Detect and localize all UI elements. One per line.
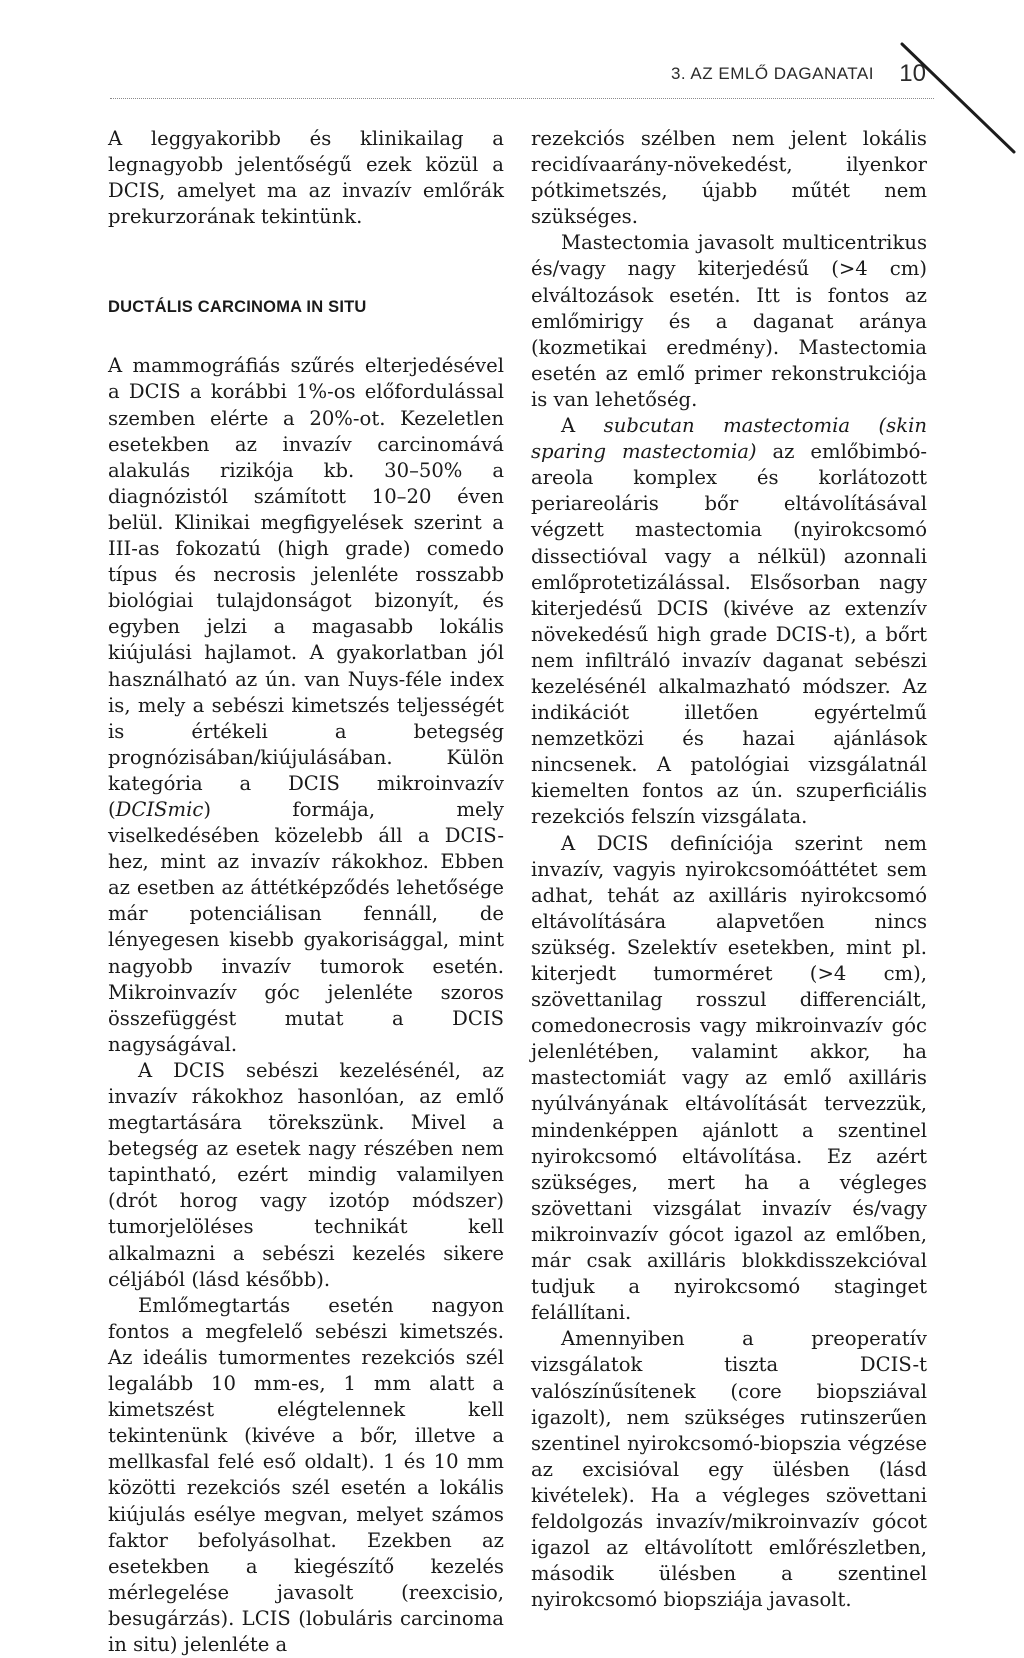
running-head: 3. AZ EMLŐ DAGANATAI — [670, 64, 874, 83]
intro-paragraph: A leggyakoribb és klinikailag a legnagyobb jelentőségű ezek közül a DCIS, amelyet ma az invazív emlőrák prekurzorának tekintünk. — [108, 127, 504, 229]
body-paragraph: A DCIS sebészi kezelésénél, az invazív rákokhoz hasonlóan, az emlő megtartására törekszünk. Mivel a betegség az esetek nagy részében nem tapintható, ezért mindig valamilyen (drót horog vagy izotóp módszer) tumorjelöléses technikát kell alkalmazni a sebészi kezelés sikere céljából (lásd később). — [108, 1058, 504, 1291]
body-paragraph: A subcutan mastectomia (skin sparing mastectomia) az emlőbimbó-areola komplex és korlátozott periareoláris bőr eltávolításával végzett mastectomia (nyirokcsomó dissectióval vagy a nélkül) azonnali emlőprotetizálással. Elsősorban nagy kiterjedésű DCIS (kivéve az extenzív növekedésű high grade DCIS-t), a bőrt nem infiltráló invazív daganat sebészi kezelésénél alkalmazható módszer. Az indikációt illetően egyértelmű nemzetközi és hazai ajánlások nincsenek. A patológiai vizsgálatnál kiemelten fontos az ún. szuperficiális rezekciós felszín vizsgálata. — [531, 414, 927, 829]
header-rule — [110, 98, 934, 99]
body-paragraph: Amennyiben a preoperatív vizsgálatok tiszta DCIS-t valószínűsítenek (core biopsziával igazolt), nem szükséges rutinszerűen szentinel nyirokcsomó-biopszia végzése az excisióval egy ülésben (lásd kivételek). Ha a végleges szövettani feldolgozás invazív/mikroinvazív gócot igazol az eltávolított emlőrészletben, második ülésben a szentinel nyirokcsomó biopsziája javasolt. — [531, 1327, 927, 1612]
emphasis-term: DCISmic — [115, 797, 204, 821]
body-paragraph: A mammográfiás szűrés elterjedésével a DCIS a korábbi 1%-os előfordulással szemben elérte a 20%-ot. Kezeletlen esetekben az invazív carcinomává alakulás rizikója kb. 30–50% a diagnózistól számított 10–20 éven belül. Klinikai megfigyelések szerint a III-as fokozatú (high grade) comedo típus és necrosis jelenléte rosszabb biológiai tulajdonságot bizonyít, és egyben jelzi a magasabb lokális kiújulási hajlamot. A gyakorlatban jól használható az ún. van Nuys-féle index is, mely a sebészi kimetszés teljességét is értékeli a betegség prognózisában/kiújulásában. Külön kategória a DCIS mikroinvazív (DCISmic) formája, mely viselkedésében közelebb áll a DCIS-hez, mint az invazív rákokhoz. Ebben az esetben az áttétképződés lehetősége már potenciálisan fennáll, de lényegesen kisebb gyakorisággal, mint nagyobb invazív tumorok esetén. Mikroinvazív góc jelenléte szoros összefüggést mutat a DCIS nagyságával. — [108, 354, 504, 1056]
emphasis-term: subcutan mastectomia (skin sparing mastectomia) — [531, 414, 927, 464]
body-paragraph: Mastectomia javasolt multicentrikus és/vagy nagy kiterjedésű (>4 cm) elváltozások esetén. Itt is fontos az emlőmirigy és a daganat aránya (kozmetikai eredmény). Mastectomia esetén az emlő primer rekonstrukciója is van lehetőség. — [531, 231, 927, 411]
body-paragraph: Emlőmegtartás esetén nagyon fontos a megfelelő sebészi kimetszés. Az ideális tumormentes rezekciós szél legalább 10 mm-es, 1 mm alatt a kimetszést elégtelennek kell tekintenünk (kivéve a bőr, illetve a mellkasfal felé eső oldalt). 1 és 10 mm közötti rezekciós szél esetén a lokális kiújulás esélye megvan, melyet számos faktor befolyásolhat. Ezekben az esetekben a kiegészítő kezelés mérlegelése javasolt (reexcisio, besugárzás). LCIS (lobuláris carcinoma in situ) jelenléte a — [108, 1293, 504, 1656]
page-number: 10 — [899, 60, 926, 87]
body-paragraph: A DCIS definíciója szerint nem invazív, vagyis nyirokcsomóáttétet sem adhat, tehát az axilláris nyirokcsomó eltávolítására alapvetően nincs szükség. Szelektív esetekben, mint pl. kiterjedt tumorméret (>4 cm), szövettanilag rosszul differenciált, comedonecrosis vagy mikroinvazív góc jelenlétében, valamint akkor, ha mastectomiát vagy az emlő axilláris nyúlványának eltávolítását tervezzük, mindenképpen ajánlott a szentinel nyirokcsomó eltávolítása. Ez azért szükséges, mert ha a végleges szövettani vizsgálat invazív és/vagy mikroinvazív gócot igazol az emlőben, már csak axilláris blokkdisszekcióval tudjuk a nyirokcsomó staginget felállítani. — [531, 831, 927, 1325]
section-heading: DUCTÁLIS CARCINOMA IN SITU — [108, 298, 367, 317]
right-column — [531, 126, 927, 1613]
body-paragraph: rezekciós szélben nem jelent lokális recidívaarány-növekedést, ilyenkor pótkimetszés, újabb műtét nem szükséges. — [531, 127, 927, 229]
page-header — [100, 60, 934, 100]
left-column — [108, 126, 504, 1658]
